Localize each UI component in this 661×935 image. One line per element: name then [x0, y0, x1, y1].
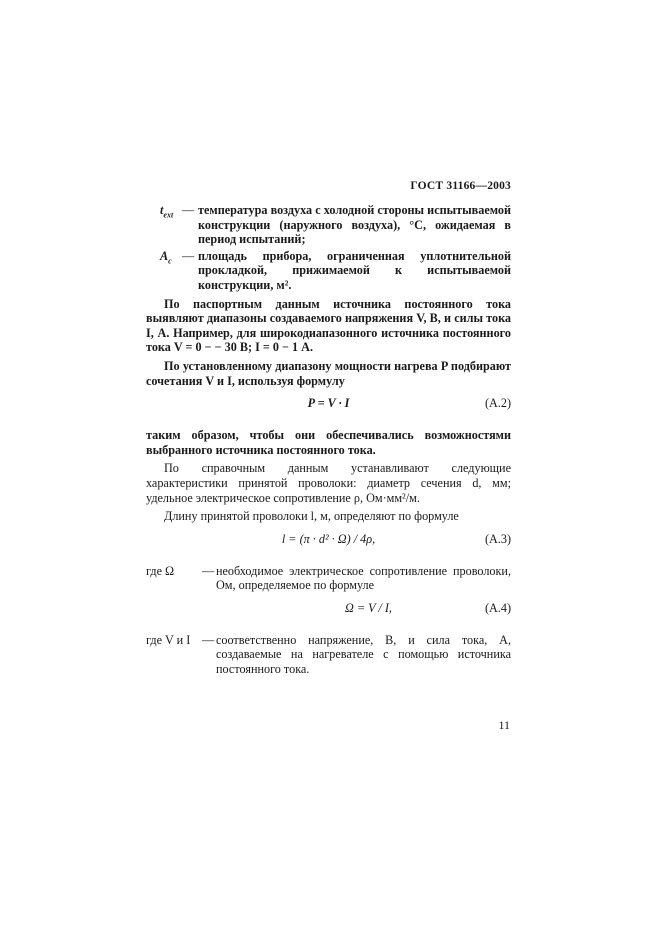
dash: —: [182, 248, 195, 263]
formula-number: (А.2): [484, 396, 511, 411]
definition-text: площадь прибора, ограниченная уплотнительной прокладкой, прижимаемой к испытываемой конструкции, м².: [198, 248, 511, 292]
definition-text: температура воздуха с холодной стороны испытываемой конструкции (наружного воздуха), °С, ожидаемая в период испытаний;: [198, 203, 511, 247]
definition-t-ext: [160, 203, 511, 247]
formula-a2: [146, 396, 511, 414]
definition-list: [160, 203, 511, 293]
where-omega: [146, 564, 511, 593]
formula-number: (А.4): [484, 600, 511, 615]
where-label: где Ω: [146, 563, 175, 578]
page-header: ГОСТ 31166—2003: [410, 180, 511, 192]
paragraph-such-that: таким образом, чтобы они обеспечивались возможностями выбранного источника постоянного тока.: [146, 428, 511, 457]
paragraph-wire-length: Длину принятой проволоки l, м, определяют по формуле: [164, 509, 459, 524]
formula-a4: [146, 601, 511, 619]
formula-number: (А.3): [484, 531, 511, 546]
dash: —: [182, 203, 195, 217]
paragraph-wire-characteristics: По справочным данным устанавливают следующие характеристики принятой проволоки: диаметр сечения d, мм; удельное электрическое сопротивление ρ, Ом·мм²/м.: [146, 461, 511, 505]
paragraph-power-source: По паспортным данным источника постоянного тока выявляют диапазоны создаваемого напряжения V, В, и силы тока I, А. Например, для широкодиапазонного источника постоянного тока V = 0 − − 30 В; I = 0 − 1 А.: [146, 296, 511, 355]
document-body: [146, 203, 511, 681]
where-v-i: [146, 633, 511, 677]
where-text: соответственно напряжение, В, и сила тока, А, создаваемые на нагревателе с помощью источника постоянного тока.: [216, 632, 511, 677]
definition-symbol: $t_{ext}$: [160, 203, 174, 220]
formula-expression: l = (π · d² · Ω) / 4ρ,: [281, 531, 376, 546]
definition-symbol: $A_c$: [160, 248, 172, 266]
page-number: 11: [498, 718, 510, 732]
dash: —: [202, 563, 215, 578]
paragraph-power-range: По установленному диапазону мощности нагрева P подбирают сочетания V и I, используя формулу: [146, 358, 511, 388]
definition-a-c: [160, 249, 511, 293]
where-text: необходимое электрическое сопротивление проволоки, Ом, определяемое по формуле: [216, 563, 511, 593]
where-label: где V и I: [146, 632, 191, 647]
dash: —: [202, 632, 215, 647]
formula-expression: P = V · I: [307, 396, 350, 411]
formula-expression: Ω = V / I,: [345, 600, 392, 615]
formula-a3: [146, 532, 511, 550]
